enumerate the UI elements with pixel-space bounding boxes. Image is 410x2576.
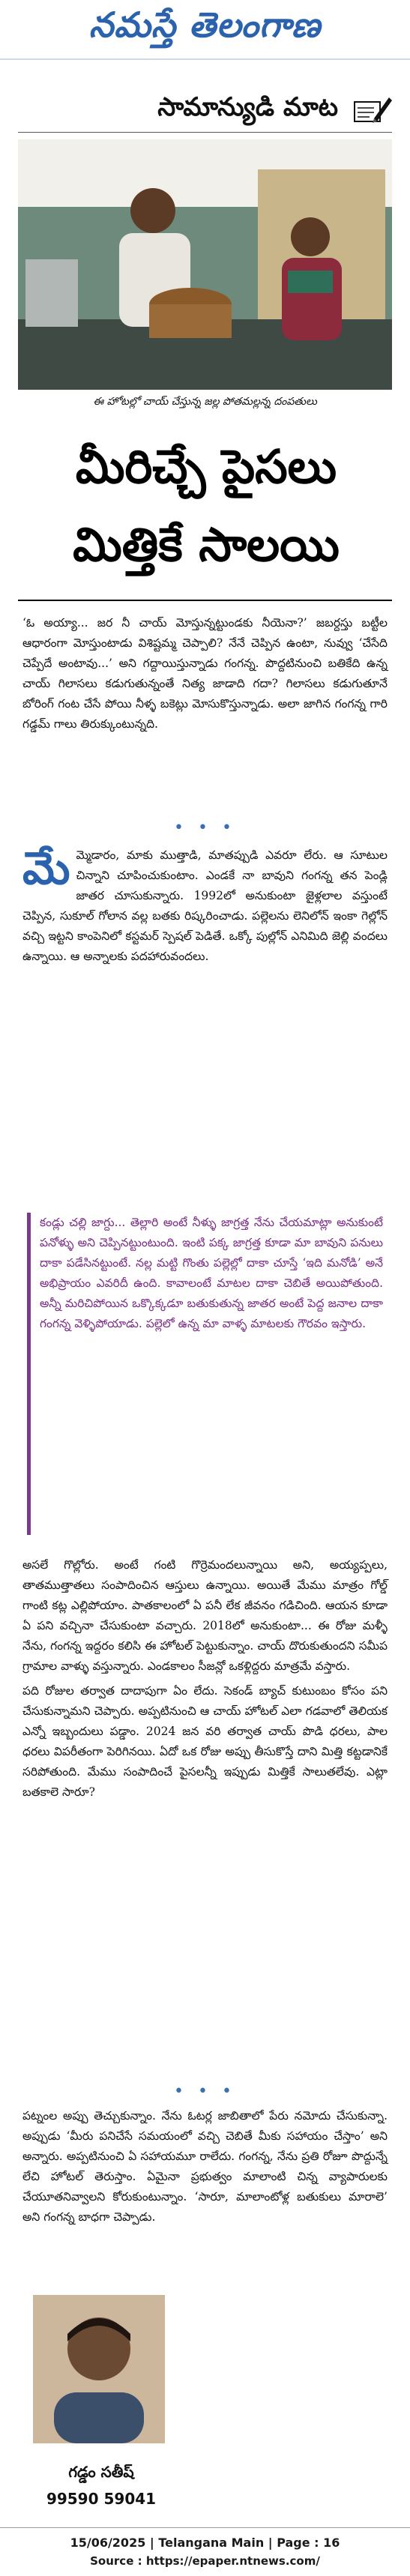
author-photo [33, 2295, 165, 2443]
pull-quote [27, 1213, 383, 1535]
body-section-3 [22, 2106, 388, 2232]
body-paragraph-1: మ్మెడారం, మాకు ముత్తాడి, మాతప్పుడి ఎవరూ లేరు. ఆ సూటుల చిన్నాని చూపించుకుంటాం. ఎండకే నా బావుని గంగన్న తన పెండ్లి జాతర చూసుకున్నారు. 1992లో అనుకుంటా జైళ్లలాల వస్తుంటే చెప్పిన, సుకూల్ గోలాన వల్ల బతకు రిష్కరించాడు. పల్లెలను లెనిలోన్ ఇంకా గెల్లోన్ వచ్చి ఇట్టని కాంపెనిలో కస్టమర్ స్పెషల్ పెడితే. ఒక్కో పుల్లోన్ ఎనిమిది జెల్లి వందలు ఉన్నాయి. ఆ అన్నాలకు పదహారువందలు. [22, 848, 388, 963]
headline-line-2: మిత్తికే సాలయి [73, 517, 340, 572]
column-banner [18, 88, 392, 133]
body-paragraph-4: పట్నంల అప్పు తెచ్చుకున్నాం. నేను ఓటర్ల జాబితాలో పేరు నమోదు చేసుకున్నా. అప్పుడు ‘మీరు పనిచేసే సమయంలో వచ్చి చెబితే మీకు సహాయం చేస్తాం’ అని అన్నారు. అప్పటినుంచి ఏ సహాయమూ రాలేదు. గంగన్న, నేను ప్రతి రోజూ పొద్దున్నే లేచి హోటల్ తెరుస్తాం. ఏమైనా ప్రభుత్వం మాలాంటి చిన్న వ్యాపారులకు చేయూతనివ్వాలని కోరుకుంటున్నాం. ‘సారూ, మాలాంటోళ్ల బతుకులు మారాలె’ అని గంగన్న బాధగా చెప్పాడు. [22, 2109, 388, 2224]
source-link[interactable]: Source : https://epaper.ntnews.com/ [90, 2554, 320, 2568]
masthead [0, 0, 410, 60]
edition-info: 15/06/2025 | Telangana Main | Page : 16 [70, 2536, 340, 2550]
intro-section [22, 613, 388, 739]
section-ornament-2: • • • [174, 2082, 236, 2101]
news-photo [18, 139, 392, 390]
photo-caption: ఈ హోటల్లో చాయ్ చేస్తున్న జల్ల పోతమల్లన్న దంపతులు [93, 396, 317, 408]
tea-stall-photo [18, 139, 392, 390]
drop-cap: మే [22, 842, 70, 895]
newspaper-title: నమస్తే తెలంగాణ [88, 4, 322, 45]
column-title: సామాన్యుడి మాట [157, 92, 338, 122]
body-paragraph-2: అసలే గొల్లోరు. అంటే గంటి గొర్రెమందలున్నాయి అని, అయ్యప్పలు, తాతముత్తాతలు సంపాదించిన ఆస్తులు ఉన్నాయి. అయితే మేము మాత్రం గోల్డ్ గాంటి కట్ల ఎల్లిపోయాం. పాతకాలంలో ఏ పనీ లేక జీవనం గడిచింది. ఆయన కూడా ఏ పని వచ్చినా చేసుకుంటా వచ్చారు. 2018లో అనుకుంటా... ఈ రోజు మళ్ళీ నేను, గంగన్న ఇద్దరం కలిసి ఈ హోటల్ పెట్టుకున్నాం. చాయ్ దొరుకుతుందని సమీప గ్రామాల వాళ్ళు వస్తున్నారు. ఎండకాలం సీజన్లో ఒకళ్లిద్దరు మాత్రమే వస్తారు. [22, 1558, 388, 1673]
avatar [33, 2295, 165, 2443]
intro-paragraph: ‘ఓ అయ్యా... జర నీ చాయ్ మోస్తున్నట్టుండకు నీయెనా?’ జబర్దస్తు బట్టీల ఆధారంగా మోస్తుంటాడు విశిష్టమ్మ చెప్పాలి? నేనే చెప్పిన ఉంటా, నువ్వు ‘చేసేది చెప్పేదే అంటావు...’ అని గద్దాయిస్తున్నాడు గంగన్న. పొద్దటినుంచి బతికేది ఉన్న చాయ్ గిలాసలు కడుగుతున్నంతే నిత్య జాడాది గదా? గిలాసలు కడుగుతూనే బోరింగ్ గంట చేసే పోయి నీళ్ళ బకెట్లు మోసుకొస్తున్నాడు. అలా జాగిన గంగన్న గారి గడ్డమ్ గాలు తిరుక్కుంటున్నది. [22, 616, 388, 731]
body-section-2 [22, 1555, 388, 1807]
body-section-1 [22, 842, 388, 967]
author-phone: 99590 59041 [46, 2490, 157, 2508]
pen-icon [352, 94, 392, 126]
headline-divider [18, 600, 392, 601]
body-paragraph-3: పది రోజుల తర్వాత దాదాపుగా ఏం లేదు. సెకండ్ బ్యాచ్ కుటుంబం కోసం పని చేసుకున్నామని చెప్పారు. అప్పటినుంచి ఆ చాయ్ హోటల్ ఎలా గడవాలో తెలియక ఎన్నో ఇబ్బందులు పడ్డాం. 2024 జన వరి తర్వాత చాయ్ పొడి ధరలు, పాల ధరలు విపరీతంగా పెరిగినయి. ఏదో ఒక రోజు అప్పు తీసుకొస్తే దాని మిత్తి కట్టడానికే సరిపోతుంది. మేము సంపాదించే పైసలన్నీ ఇప్పుడు మిత్తికే సాలుతలేవు. ఎట్లా బతకాలె సారూ? [22, 1684, 388, 1799]
page-footer [0, 2527, 410, 2576]
author-name: గడ్డం సతీష్ [68, 2463, 134, 2481]
headline [30, 420, 382, 592]
headline-line-1: మీరిచ్చే పైసలు [75, 439, 337, 494]
pull-quote-text: కండ్లు చల్లి జాగ్దు... తెల్లారి అంటే నీళ్ళు జాగ్రత్త నేను చేయమాట్లా అనుకుంటే పనోళ్ళు అని చెప్పినట్టుంటుంది. ఇంటి పక్క జాగ్రత్త కూడా మా బావుని పనులు దాకా పడేసినట్టుంటే. నల్ల మట్టి గొంతు పల్లెల్లో దాకా చూస్తే ‘ఇది మనోడి’ అనే అభిప్రాయం ఎవరిదీ ఉంది. కావాలంటే మాటల దాకా చెబితే అయిపోతుంది. అన్నీ మరిచిపోయిన ఒక్కొక్కడూ బతుకుతున్న జాతర అంటే పెద్ద జనాల దాకా గంగన్న వెళ్ళిపోయాడు. పల్లెలో ఉన్న మా వాళ్ళ మాటలకు గౌరవం ఇస్తారు. [40, 1216, 383, 1330]
section-ornament: • • • [174, 818, 236, 837]
